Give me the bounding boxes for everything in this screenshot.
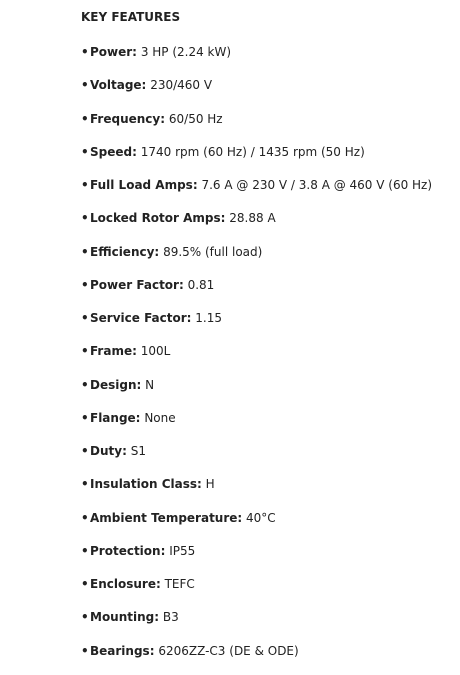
feature-item [81,277,214,293]
feature-item [81,443,146,459]
bullet-marker: • [81,211,89,226]
bullet-marker: • [81,410,89,425]
feature-label: Frame: [90,344,137,359]
bullet-marker: • [81,577,89,591]
bullet-marker: • [81,444,89,458]
feature-label: Bearings: [90,643,155,658]
feature-value: 100L [140,344,171,359]
feature-item [81,244,262,260]
feature-value: 7.6 A @ 230 V / 3.8 A @ 460 V (60 Hz) [201,178,433,192]
feature-label: Ambient Temperature: [90,510,243,525]
bullet-marker: • [81,510,89,525]
feature-item [81,510,276,526]
feature-item [81,343,170,359]
feature-label: Flange: [90,410,141,425]
feature-item [81,576,195,592]
feature-item [81,377,154,393]
bullet-marker: • [81,78,89,93]
feature-value: 3 HP (2.24 kW) [140,45,232,59]
feature-value: 40°C [246,510,276,525]
feature-value: None [144,410,176,425]
feature-label: Duty: [90,444,127,458]
bullet-marker: • [81,111,89,126]
bullet-marker: • [81,277,89,292]
feature-value: H [205,477,215,492]
feature-value: 1.15 [195,311,223,325]
feature-value: 1740 rpm (60 Hz) / 1435 rpm (50 Hz) [140,144,365,159]
bullet-marker: • [81,610,89,625]
feature-label: Enclosure: [90,577,161,591]
feature-value: TEFC [164,577,195,591]
feature-label: Locked Rotor Amps: [90,211,226,226]
bullet-marker: • [81,311,89,325]
feature-value: 60/50 Hz [168,111,223,126]
bullet-marker: • [81,344,89,359]
feature-label: Design: [90,377,142,392]
bullet-marker: • [81,45,89,59]
feature-item [81,44,231,60]
bullet-marker: • [81,144,89,159]
feature-item [81,177,432,193]
bullet-marker: • [81,477,89,492]
bullet-marker: • [81,543,89,558]
feature-label: Service Factor: [90,311,192,325]
feature-label: Voltage: [90,78,147,93]
feature-label: Insulation Class: [90,477,202,492]
bullet-marker: • [81,643,89,658]
feature-item [81,543,195,559]
bullet-marker: • [81,244,89,259]
feature-label: Protection: [90,543,166,558]
bullet-marker: • [81,178,89,192]
feature-label: Speed: [90,144,137,159]
feature-item [81,476,215,492]
feature-value: 28.88 A [229,211,276,226]
feature-item [81,410,176,426]
section-heading: KEY FEATURES [81,10,181,24]
feature-value: 6206ZZ-C3 (DE & ODE) [158,643,299,658]
bullet-marker: • [81,377,89,392]
feature-item [81,111,223,127]
feature-value: N [145,377,155,392]
feature-label: Frequency: [90,111,166,126]
feature-item [81,643,299,659]
feature-item [81,310,222,326]
feature-item [81,77,212,93]
feature-value: B3 [162,610,179,625]
feature-value: S1 [130,444,146,458]
feature-item [81,210,276,226]
feature-value: 89.5% (full load) [163,244,263,259]
feature-value: 230/460 V [150,78,213,93]
feature-label: Power Factor: [90,277,184,292]
feature-value: 0.81 [187,277,215,292]
feature-item [81,609,179,625]
feature-label: Full Load Amps: [90,178,198,192]
feature-label: Mounting: [90,610,160,625]
feature-label: Efficiency: [90,244,160,259]
feature-label: Power: [90,45,137,59]
feature-item [81,144,365,160]
feature-value: IP55 [169,543,196,558]
